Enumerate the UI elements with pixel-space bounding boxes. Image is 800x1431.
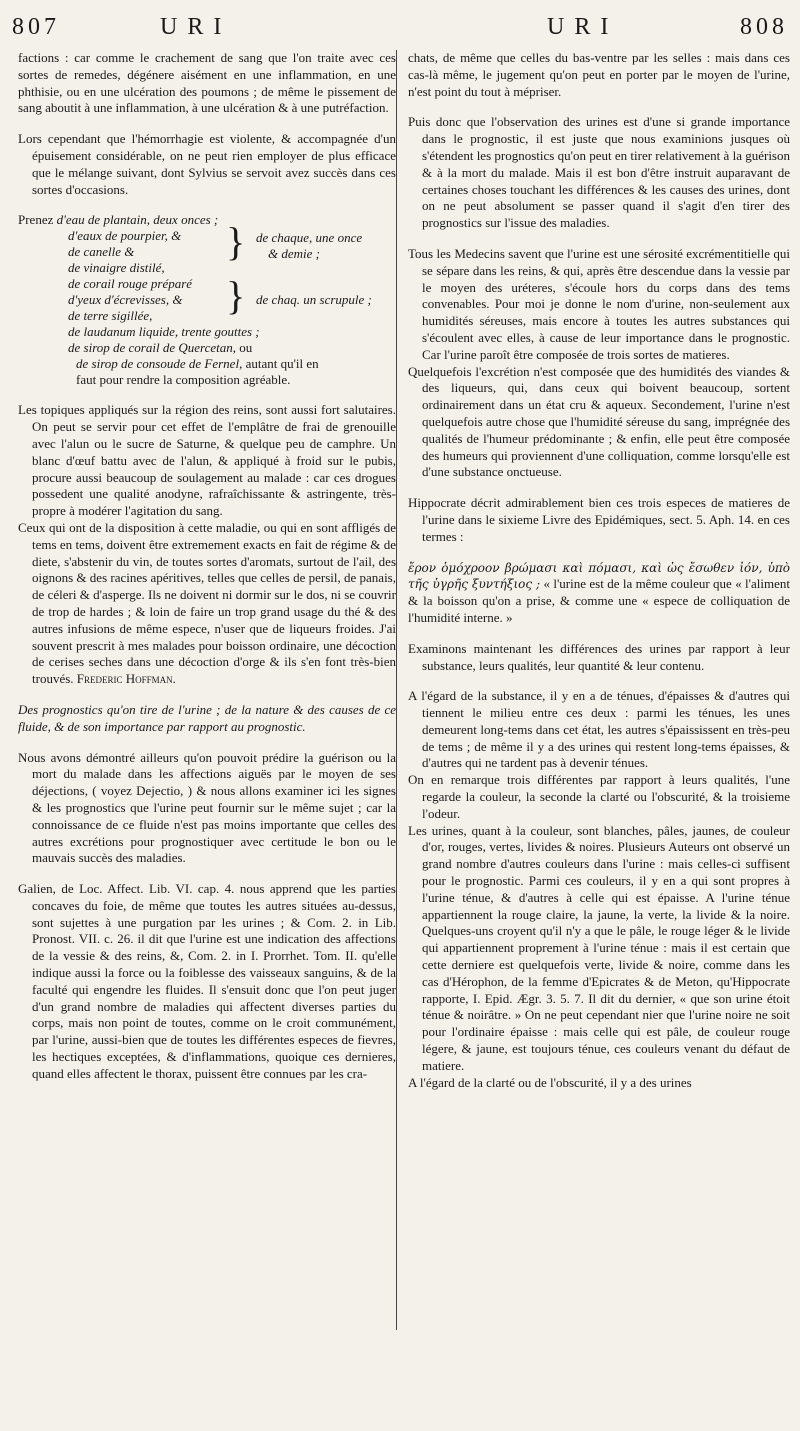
brace-note: de chaq. un scrupule ;: [256, 292, 372, 308]
brace-icon: }: [226, 273, 246, 319]
paragraph: Les urines, quant à la couleur, sont blanches, pâles, jaunes, de couleur d'or, rouges, vertes, livides & noires. Plusieurs Auteurs ont observé un grand nombre d'autres couleurs dans l'urine : mais celles-ci suffisent pour le prognostic. Parmi ces couleurs, il y en a qui sont propres à l'urine ténue, & d'autres à celle qui est épaisse. A l'urine ténue appartiennent la rouge claire, la jaune, la verte, la livide & la noire. Quelques-uns croyent qu'il n'y a que le pâle, le rouge léger & le livide qui appartiennent proprement à l'urine ténue : mais il est certain que cette derniere est quelquefois verte, livide & noire, comme dans les cas d'Hérophon, de la femme d'Epicrates & de Meton, qu'Hippocrate rapporte, I. Epid. Ægr. 3. 5. 7. Il dit du dernier, « que son urine étoit ténue & noirâtre. » On ne peut cependant nier que l'urine noire ne soit pour l'ordinaire épaisse : mais celle qui est pâle, de couleur rouge légere, & jaune, est toujours ténue, ces couleurs venant du défaut de matiere.: [408, 822, 790, 1073]
section-heading: Des prognostics qu'on tire de l'urine ; de la nature & des causes de ce fluide, & de son importance par rapport au prognostic.: [18, 701, 396, 734]
page-number-left: 807: [12, 14, 60, 40]
recipe-line: de corail rouge préparé: [68, 276, 193, 292]
recipe-line: d'yeux d'écrevisses, &: [68, 292, 183, 308]
recipe-line: faut pour rendre la composition agréable.: [76, 372, 291, 388]
paragraph: Les topiques appliqués sur la région des reins, sont aussi fort salutaires. On peut se servir pour cet effet de l'emplâtre de frai de grenouille avec l'alun ou le sucre de Saturne, & quelque peu de camphre. Un blanc d'œuf battu avec de l'alun, & appliqué à froid sur le pubis, procure aussi beaucoup de soulagement au malade : car ces drogues possedent une qualité anodyne, rafraîchissante & astringente, très-propre à modérer l'agitation du sang.: [18, 402, 396, 519]
recipe-line: de canelle &: [68, 244, 135, 260]
paragraph: Ceux qui ont de la disposition à cette maladie, ou qui en sont affligés de tems en tems, doivent être extremement exacts en fait de régime & de diete, s'abstenir du vin, de toutes sortes d'aromats, surtout de l'ail, des oignons & des racines apéritives, telles que celles de persil, de panais, de céleri & d'asperge. Ils ne doivent ni dormir sur le dos, ni se couvrir de trop de hardes ; & loin de faire un trop grand usage du thé & des autres infusions de même espece, n'user que de liqueurs froides. J'ai souvent prescrit à mes malades pour boisson ordinaire, une décoction de cerises seches dans une décoction d'orge & ils s'en font très-bien trouvés. Frederic Hoffman.: [18, 519, 396, 687]
paragraph: Quelquefois l'excrétion n'est composée que des humidités des viandes & des liqueurs, qui, dans ceux qui boivent beaucoup, sortent ordinairement dans un état cru & aqueux. Secondement, l'urine n'est quelquefois autre chose que l'humidité séreuse du sang, imprégnée des qualités de l'humeur prédominante ; & enfin, elle peut être composée des humeurs qui proviennent d'une colliquation, comme lorsqu'elle est d'une substance onctueuse.: [408, 363, 790, 480]
brace-note: de chaque, une once: [256, 230, 363, 246]
recipe-line: de terre sigillée,: [68, 308, 153, 324]
brace-icon: }: [226, 219, 246, 265]
running-title-right: URI: [547, 14, 619, 40]
right-column: [408, 50, 790, 1091]
paragraph: Examinons maintenant les différences des urines par rapport à leur substance, leurs qualités, leur quantité & leur contenu.: [408, 640, 790, 673]
greek-text: ἔρον ὁμόχροον βρώμασι καὶ πόμασι, καὶ ὡς ἔσωθεν ἰόν, ὑπὸ τῆς ὑγρῆς ξυντήξιος ;: [408, 560, 790, 592]
brace-note: & demie ;: [268, 246, 320, 262]
recipe-line: de vinaigre distilé,: [68, 260, 165, 276]
greek-quotation: ἔρον ὁμόχροον βρώμασι καὶ πόμασι, καὶ ὡς ἔσωθεν ἰόν, ὑπὸ τῆς ὑγρῆς ξυντήξιος ; « l'urine est de la même couleur que « l'aliment & la boisson qu'on a prise, & comme une « espece de colliquation de l'humidité interne. »: [408, 560, 790, 625]
column-rule: [396, 50, 397, 1330]
paragraph: On en remarque trois différentes par rapport à leurs qualités, l'une regarde la couleur, la seconde la clarté ou l'obscurité, & la troisieme l'odeur.: [408, 772, 790, 821]
recipe-line: de sirop de consoude de Fernel, autant qu'il en: [76, 356, 319, 372]
recipe-line: Prenez d'eau de plantain, deux onces ;: [18, 212, 219, 228]
paragraph: Lors cependant que l'hémorrhagie est violente, & accompagnée d'un épuisement considérable, on ne peut rien employer de plus efficace que le mélange suivant, dont Sylvius se servoit avez succès dans ces sortes d'occasions.: [18, 131, 396, 197]
left-column: [18, 50, 396, 1083]
paragraph: chats, de même que celles du bas-ventre par les selles : mais dans ces cas-là même, le jugement qu'on peut en porter par le moyen de l'urine, n'est point du tout à mépriser.: [408, 50, 790, 99]
recipe-line: de laudanum liquide, trente gouttes ;: [68, 324, 260, 340]
paragraph: Tous les Medecins savent que l'urine est une sérosité excrémentitielle qui se sépare dans les reins, & qui, après être descendue dans la vessie par le moyen des uréteres, s'écoule hors du corps dans des tems convenables. Pour moi je donne le nom d'urine, non-seulement aux humidités séreuses, mais encore à toutes les autres substances qui s'écoulent avec elles, à cause de leur importance dans le prognostic. Car l'urine paroît être composée de trois sortes de matieres.: [408, 245, 790, 362]
paragraph: Hippocrate décrit admirablement bien ces trois especes de matieres de l'urine dans le sixieme Livre des Epidémiques, sect. 5. Aph. 14. en ces termes :: [408, 495, 790, 544]
paragraph: factions : car comme le crachement de sang que l'on traite avec ces sortes de remedes, dégénere aisément en une inflammation, en une phthisie, ou en une ulcération des poumons ; de même le pissement de sang aboutit à une inflammation, à une ulcération & à une putréfaction.: [18, 50, 396, 116]
page-number-right: 808: [740, 14, 788, 40]
running-title-left: URI: [160, 14, 232, 40]
recipe-block: [18, 212, 396, 388]
recipe-line: d'eaux de pourpier, &: [68, 228, 182, 244]
paragraph: Galien, de Loc. Affect. Lib. VI. cap. 4. nous apprend que les parties concaves du foie, de même que toutes les autres situées au-dessus, sont sujettes à une purgation par les urines ; & Com. 2. in Lib. Pronost. VII. c. 26. il dit que l'urine est une indication des affections de la vessie & des reins, &, Com. 2. in I. Prorrhet. Tom. II. qu'elle indique aussi la force ou la foiblesse des vaisseaux sanguins, & de la faculté qui engendre les fluides. Il s'ensuit donc que l'on peut juger d'un grand nombre de maladies qui affectent diverses parties du corps, mais non point de toutes, comme on le croit communément, par l'urine, aussi-bien que de toutes les différentes especes de fievres, les hectiques exceptées, & d'inflammations, quoique ces dernieres, quand elles affectent le thorax, puissent être connues par les cra-: [18, 881, 396, 1081]
paragraph: Puis donc que l'observation des urines est d'une si grande importance dans le prognostic, il est juste que nous examinions jusques où s'étendent les prognostics qu'on peut en tirer relativement à la guérison & à la mort du malade. Mais il est bon d'être instruit auparavant de certaines choses touchant les différences & les causes des urines, dont on ne peut absolument se passer quand il s'agit d'en tirer des prognostics sur l'issue des maladies.: [408, 114, 790, 231]
author-signature: Frederic Hoffman.: [76, 671, 176, 687]
recipe-line: de sirop de corail de Quercetan, ou: [68, 340, 253, 356]
paragraph: A l'égard de la clarté ou de l'obscurité, il y a des urines: [408, 1074, 692, 1090]
paragraph: A l'égard de la substance, il y en a de ténues, d'épaisses & d'autres qui tiennent le milieu entre ces deux : parmi les ténues, les unes demeurent long-tems dans cet état, les autres s'épaississent en très-peu de tems ; de même il y a des urines qui restent long-tems épaisses, & d'autres qui ne tardent pas à devenir ténues.: [408, 688, 790, 771]
running-header: [12, 14, 788, 48]
paragraph: Nous avons démontré ailleurs qu'on pouvoit prédire la guérison ou la mort du malade dans les affections aiguës par le moyen de ses déjections, ( voyez Dejectio, ) & nous allons examiner ici les signes & les prognostics que l'urine peut fournir sur le même sujet ; car la connoissance de ce fluide n'est pas moins importante que celles des autres excrétions pour prognostiquer avec certitude le bon ou le mauvais succès des maladies.: [18, 749, 396, 866]
